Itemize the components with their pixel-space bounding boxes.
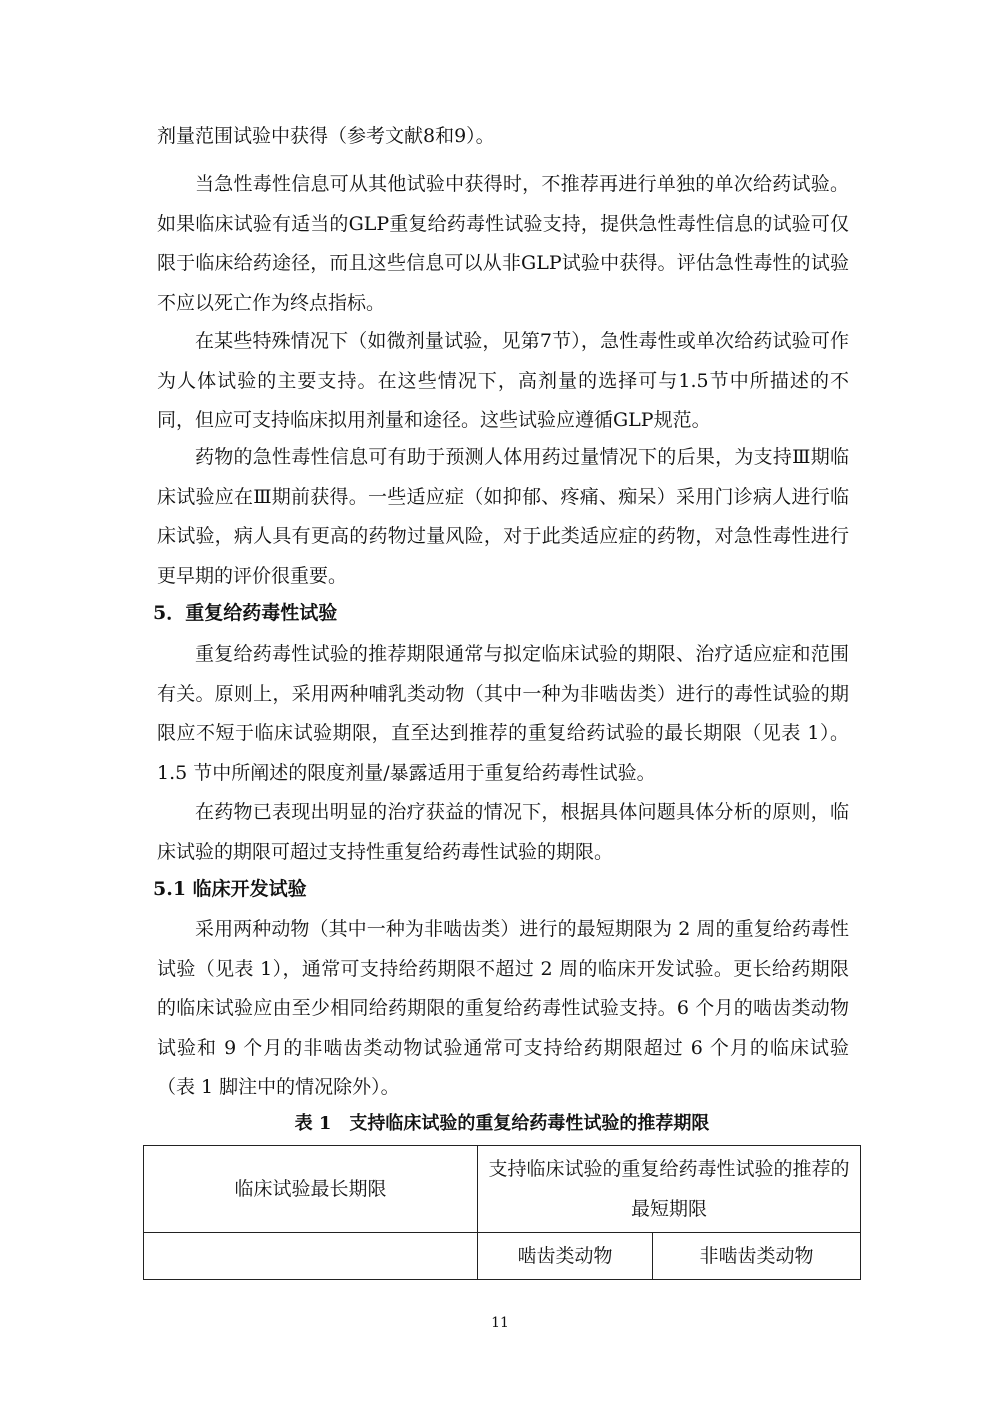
header-recommended-min-duration: 支持临床试验的重复给药毒性试验的推荐的最短期限: [478, 1146, 861, 1233]
paragraph-acute-toxicity-source: 当急性毒性信息可从其他试验中获得时，不推荐再进行单独的单次给药试验。如果临床试验有适当的GLP重复给药毒性试验支持，提供急性毒性信息的试验可仅限于临床给药途径，而且这些信息可以从非GLP试验中获得。评估急性毒性的试验不应以死亡作为终点指标。: [157, 173, 849, 314]
header-non-rodent: 非啮齿类动物: [653, 1233, 861, 1280]
empty-cell: [144, 1233, 478, 1280]
paragraph-overdose-info: 药物的急性毒性信息可有助于预测人体用药过量情况下的后果，为支持Ⅲ期临床试验应在Ⅲ期前获得。一些适应症（如抑郁、疼痛、痴呆）采用门诊病人进行临床试验，病人具有更高的药物过量风险，对于此类适应症的药物，对急性毒性进行更早期的评价很重要。: [157, 446, 849, 587]
paragraph-therapeutic-benefit: 在药物已表现出明显的治疗获益的情况下，根据具体问题具体分析的原则，临床试验的期限可超过支持性重复给药毒性试验的期限。: [157, 801, 849, 863]
table-subheader-row: [144, 1233, 861, 1280]
section-heading-5: 5．重复给药毒性试验: [153, 602, 338, 624]
paragraph-repeat-dose-duration: 重复给药毒性试验的推荐期限通常与拟定临床试验的期限、治疗适应症和范围有关。原则上，采用两种哺乳类动物（其中一种为非啮齿类）进行的毒性试验的期限应不短于临床试验期限，直至达到推荐的重复给药试验的最长期限（见表 1）。1.5 节中所阐述的限度剂量/暴露适用于重复给药毒性试验。: [157, 643, 849, 784]
table-header-row: [144, 1146, 861, 1233]
header-clinical-max-duration: 临床试验最长期限: [144, 1146, 478, 1233]
paragraph-clinical-development: 采用两种动物（其中一种为非啮齿类）进行的最短期限为 2 周的重复给药毒性试验（见表 1），通常可支持给药期限不超过 2 周的临床开发试验。更长给药期限的临床试验应由至少相同给药期限的重复给药毒性试验支持。6 个月的啮齿类动物试验和 9 个月的非啮齿类动物试验通常可支持给药期限超过 6 个月的临床试验（表 1 脚注中的情况除外）。: [157, 918, 849, 1098]
paragraph-continuation: 剂量范围试验中获得（参考文献8和9）。: [157, 125, 495, 147]
section-heading-5-1: 5.1 临床开发试验: [153, 878, 307, 900]
duration-table: [143, 1145, 861, 1280]
page-number: 11: [491, 1315, 509, 1331]
paragraph-special-cases: 在某些特殊情况下（如微剂量试验，见第7节），急性毒性或单次给药试验可作为人体试验的主要支持。在这些情况下，高剂量的选择可与1.5节中所描述的不同，但应可支持临床拟用剂量和途径。这些试验应遵循GLP规范。: [157, 330, 849, 431]
table-caption: 表 1 支持临床试验的重复给药毒性试验的推荐期限: [294, 1113, 710, 1134]
header-rodent: 啮齿类动物: [478, 1233, 653, 1280]
